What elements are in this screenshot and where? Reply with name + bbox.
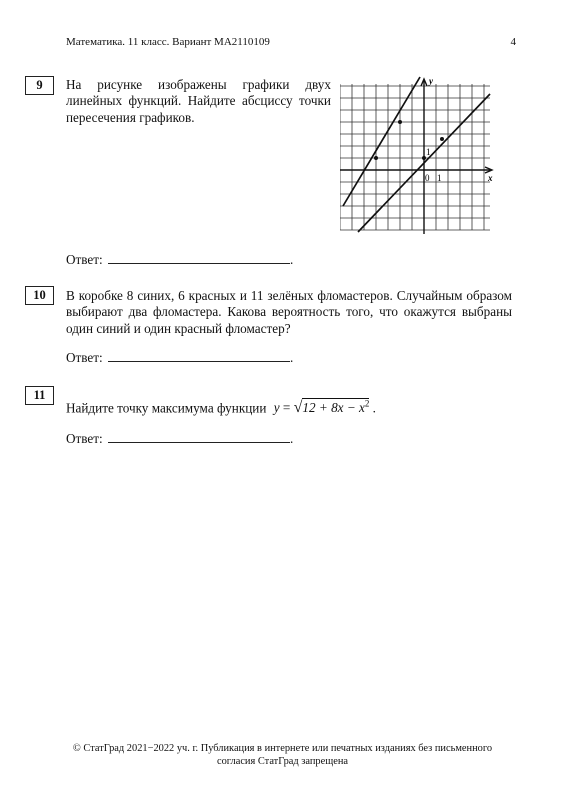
task-9-text: На рисунке изображены графики двух линейных функций. Найдите абсциссу точки пересечения графиков. bbox=[66, 77, 331, 125]
task-9-answer-line[interactable] bbox=[108, 251, 290, 264]
task-10-number: 10 bbox=[25, 286, 54, 305]
page-number: 4 bbox=[510, 36, 516, 48]
task-10-answer-line[interactable] bbox=[108, 349, 290, 362]
task-9-answer-label: Ответ: bbox=[66, 252, 103, 267]
unit-y-label: 1 bbox=[426, 147, 431, 157]
header-title: Математика. 11 класс. Вариант МА2110109 bbox=[66, 36, 270, 48]
task-10-answer: Ответ: . bbox=[66, 350, 294, 365]
task-11-answer-line[interactable] bbox=[108, 430, 290, 443]
line-graph-1 bbox=[343, 77, 420, 206]
task-9-graph bbox=[340, 74, 495, 234]
point-graph-1-a bbox=[374, 156, 378, 160]
task-11-answer-label: Ответ: bbox=[66, 431, 103, 446]
origin-label: 0 bbox=[425, 173, 430, 183]
page-footer bbox=[0, 742, 565, 768]
task-11-statement: Найдите точку максимума функции $y = √12 + 8x - x^2$ . bbox=[66, 399, 376, 417]
y-axis-label: y bbox=[429, 76, 433, 86]
task-11-answer: Ответ: . bbox=[66, 431, 294, 446]
task-11-number: 11 bbox=[25, 386, 54, 405]
x-axis-label: x bbox=[488, 173, 493, 183]
point-graph-1-b bbox=[398, 120, 402, 124]
footer-line-1: © СтатГрад 2021−2022 уч. г. Публикация в интернете или печатных изданиях без письменного bbox=[72, 743, 493, 754]
task-10-text: В коробке 8 синих, 6 красных и 11 зелёных фломастеров. Случайным образом выбирают два фломастера. Какова вероятность того, что окажутся выбраны один синий и один красный фломастер? bbox=[66, 288, 512, 336]
task-9-number: 9 bbox=[25, 76, 54, 95]
task-11-text: Найдите точку максимума функции bbox=[66, 400, 267, 416]
task-10-answer-label: Ответ: bbox=[66, 350, 103, 365]
footer-line-2: согласия СтатГрад запрещена bbox=[216, 756, 348, 767]
graph-axes bbox=[340, 79, 492, 234]
page-header bbox=[66, 36, 516, 48]
task-9-answer: Ответ: . bbox=[66, 252, 294, 267]
unit-x-label: 1 bbox=[437, 173, 442, 183]
task-11-formula: $y = √12 + 8x - x^2$ bbox=[273, 399, 370, 417]
point-graph-2-b bbox=[440, 137, 444, 141]
